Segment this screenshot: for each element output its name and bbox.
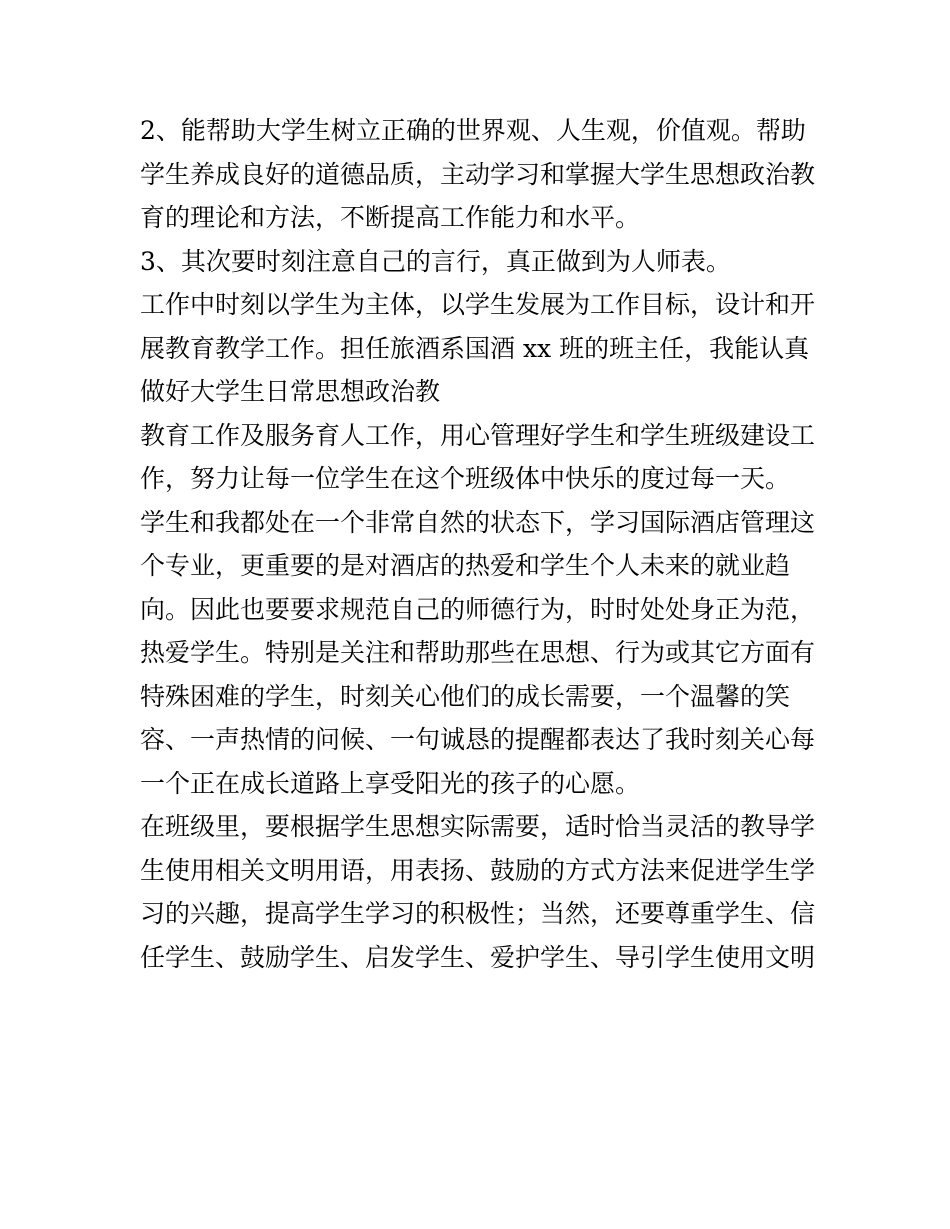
paragraph-student-centered [140,283,820,414]
text-line: 2、能帮助大学生树立正确的世界观、人生观，价值观。帮助 [140,116,806,145]
text-line: 展教育教学工作。担任旅酒系国酒 xx 班的班主任，我能认真 [140,333,810,363]
text-line: 生使用相关文明用语，用表扬、鼓励的方式方法来促进学生学 [140,855,816,885]
paragraph-point-3 [140,240,820,284]
text-line: 一个正在成长道路上享受阳光的孩子的心愿。 [140,768,641,798]
text-line: 特殊困难的学生，时刻关心他们的成长需要，一个温馨的笑 [140,681,791,711]
text-line: 教育工作及服务育人工作，用心管理好学生和学生班级建设工 [140,420,816,450]
text-line: 做好大学生日常思想政治教 [140,377,441,406]
text-line: 习的兴趣，提高学生学习的积极性；当然，还要尊重学生、信 [140,899,816,928]
text-line: 在班级里，要根据学生思想实际需要，适时恰当灵活的教导学 [140,812,816,841]
text-line: 育的理论和方法，不断提高工作能力和水平。 [140,203,641,232]
paragraph-teacher-ethics [140,501,820,806]
paragraph-education-work [140,414,820,501]
text-line: 工作中时刻以学生为主体，以学生发展为工作目标，设计和开 [140,290,816,319]
text-line: 作，努力让每一位学生在这个班级体中快乐的度过每一天。 [140,464,791,493]
text-line: 热爱学生。特别是关注和帮助那些在思想、行为或其它方面有 [140,638,816,667]
text-line: 任学生、鼓励学生、启发学生、爱护学生、导引学生使用文明 [140,942,816,972]
text-line: 个专业，更重要的是对酒店的热爱和学生个人未来的就业趋 [140,551,791,580]
text-line: 学生养成良好的道德品质，主动学习和掌握大学生思想政治教 [140,159,816,189]
paragraph-classroom [140,805,820,979]
text-line: 容、一声热情的问候、一句诚恳的提醒都表达了我时刻关心每 [140,725,816,754]
text-line: 3、其次要时刻注意自己的言行，真正做到为人师表。 [140,246,731,276]
paragraph-point-2 [140,109,820,240]
text-line: 学生和我都处在一个非常自然的状态下，学习国际酒店管理这 [140,507,816,537]
text-line: 向。因此也要要求规范自己的师德行为，时时处处身正为范， [140,594,816,624]
document-body [140,109,820,979]
